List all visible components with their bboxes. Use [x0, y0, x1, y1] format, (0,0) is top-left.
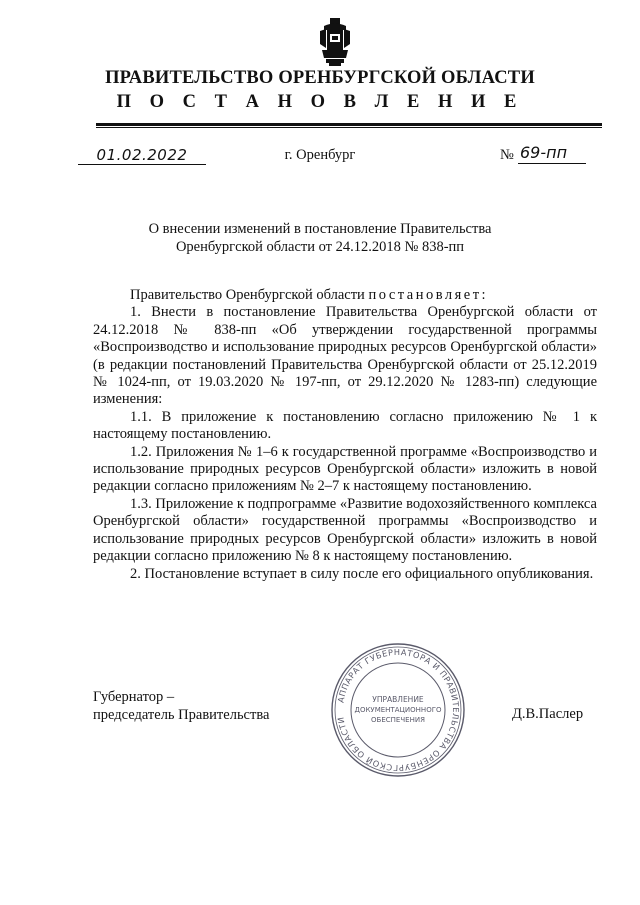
- government-title: ПРАВИТЕЛЬСТВО ОРЕНБУРГСКОЙ ОБЛАСТИ: [105, 68, 535, 88]
- intro-prefix: Правительство Оренбургской области: [130, 287, 365, 303]
- document-date: 01.02.2022: [96, 146, 188, 164]
- paragraph-1: 1. Внести в постановление Правительства Оренбургской области от 24.12.2018 № 838-пп «Об утверждении государственной программы «Воспроизводство и использование природных ресурсов Оренбургской области» (в редакции постановлений Правительства Оренбургской области от 25.12.2019 № 1024-пп, от 19.03.2020 № 197-пп, от 29.12.2020 № 1283-пп) следующие изменения:: [93, 304, 597, 408]
- position-line-1: Губернатор –: [93, 689, 175, 705]
- paragraph-1-1: 1.1. В приложение к постановлению согласно приложению № 1 к настоящему постановлению.: [93, 408, 597, 443]
- header-rule-thick: [96, 123, 602, 126]
- seal-center-line-3: ОБЕСПЕЧЕНИЯ: [371, 716, 425, 724]
- document-number: 69-пп: [520, 143, 568, 162]
- document-subject: [120, 221, 520, 256]
- position-line-2: председатель Правительства: [93, 707, 270, 723]
- official-seal: [328, 640, 468, 780]
- signatory-position: [93, 688, 269, 724]
- intro-paragraph: [93, 287, 597, 304]
- seal-ring-text: АППАРАТ ГУБЕРНАТОРА И ПРАВИТЕЛЬСТВА ОРЕНБУРГСКОЙ ОБЛАСТИ: [335, 646, 462, 774]
- document-city: г. Оренбург: [284, 147, 356, 163]
- coat-of-arms-icon: [318, 18, 352, 66]
- seal-center-line-1: УПРАВЛЕНИЕ: [372, 695, 424, 704]
- paragraph-1-3: 1.3. Приложение к подпрограмме «Развитие водохозяйственного комплекса Оренбургской области» государственной программы «Воспроизводство и использование природных ресурсов Оренбургской области» изложить в новой редакции согласно приложению № 8 к настоящему постановлению.: [93, 495, 597, 565]
- header-rule-thin: [96, 127, 602, 128]
- subject-line-1: О внесении изменений в постановление Правительства: [148, 221, 492, 237]
- number-sign: №: [500, 147, 514, 163]
- seal-center-line-2: ДОКУМЕНТАЦИОННОГО: [354, 706, 442, 714]
- document-body: [93, 287, 597, 583]
- number-underline: [518, 163, 586, 164]
- signatory-name: Д.В.Паслер: [512, 706, 584, 722]
- paragraph-1-2: 1.2. Приложения № 1–6 к государственной программе «Воспроизводство и использование природных ресурсов Оренбургской области» изложить в новой редакции согласно приложениям № 2–7 к настоящему постановлению.: [93, 443, 597, 495]
- paragraph-2: 2. Постановление вступает в силу после его официального опубликования.: [130, 565, 594, 582]
- subject-line-2: Оренбургской области от 24.12.2018 № 838-пп: [175, 238, 465, 255]
- date-underline: [78, 164, 206, 165]
- document-type-heading: П О С Т А Н О В Л Е Н И Е: [116, 92, 524, 112]
- intro-decrees: постановляет:: [368, 287, 489, 303]
